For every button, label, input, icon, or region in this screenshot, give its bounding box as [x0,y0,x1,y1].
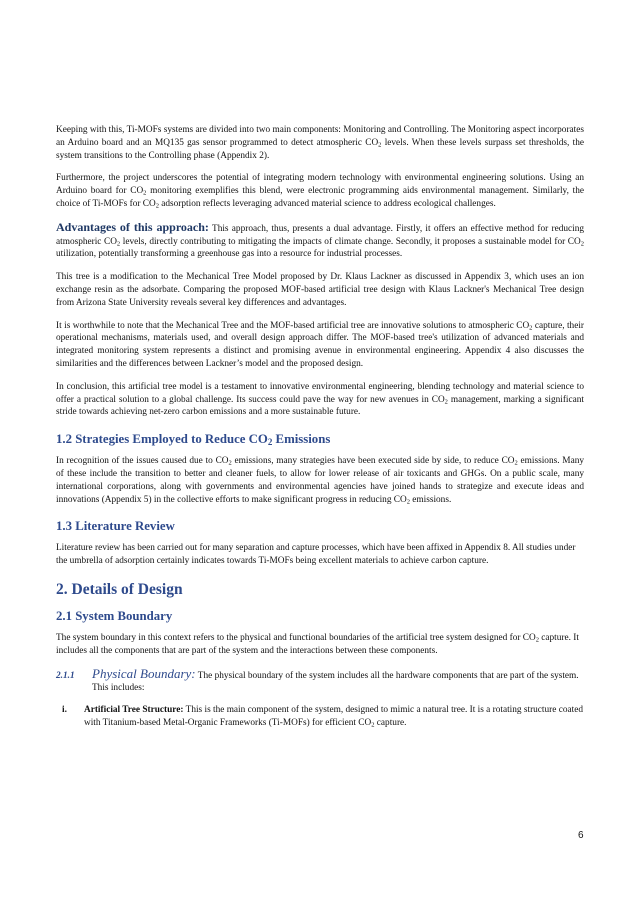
subsection-number: 2.1.1 [56,670,75,681]
paragraph-literature: Literature review has been carried out for many separation and capture processes, which have been affixed in Appendix 8. All studies under the umbrella of adsorption certainly indicates towards Ti-MOFs being excellent materials to achieve carbon capture. [56,543,576,567]
paragraph-conclusion: In conclusion, this artificial tree model is a testament to innovative environmental engineering, blending technology and material science to offer a practical solution to a global challenge. Its success could pave the way for new avenues in $CO_2$ management, marking a significant stride towards achieving net-zero carbon emissions and a more sustainable future. [56,381,584,418]
paragraph-system-boundary: The system boundary in this context refers to the physical and functional boundaries of the artificial tree system designed for $CO_2$ capture. It includes all the components that are part of the system and the interactions between these components. [56,632,579,656]
page-number: 6 [578,830,584,841]
paragraph-advantages: Advantages of this approach: This approach, thus, presents a dual advantage. Firstly, it offers an effective method for reducing atmospheric $CO_2$ levels, directly contributing to mitigating the impacts of climate change. Secondly, it proposes a sustainable model for $CO_2$ utilization, potentially transforming a greenhouse gas into a resource for industrial processes. [56,219,585,260]
document-body [56,124,584,730]
paragraph-monitoring: Keeping with this, Ti-MOFs systems are divided into two main components: Monitoring and Controlling. The Monitoring aspect incorporates an Arduino board and an MQ135 gas sensor programmed to detect atmospheric $CO_2$ levels. When these levels surpass set thresholds, the system transitions to the Controlling phase (Appendix 2). [56,125,584,161]
list-item-numeral: i. [62,705,67,716]
section-heading-1-2: 1.2 Strategies Employed to Reduce CO2 Emissions [56,432,331,448]
section-heading-2: 2. Details of Design [56,580,183,598]
subsection-text: Physical Boundary: The physical boundary of the system includes all the hardware components that are part of the system. This includes: [92,665,579,694]
section-heading-2-1: 2.1 System Boundary [56,608,173,623]
paragraph-technology: Furthermore, the project underscores the potential of integrating modern technology with environmental engineering solutions. Using an Arduino board for $CO_2$ monitoring exemplifies this blend, were electronic programming aids environmental management. Similarly, the choice of Ti-MOFs for $CO_2$ adsorption reflects leveraging advanced material science to address ecological challenges. [56,173,585,210]
physical-boundary-title: Physical Boundary [92,665,192,681]
list-item-text: Artificial Tree Structure: This is the main component of the system, designed to mimic a natural tree. It is a rotating structure coated with Titanium-based Metal-Organic Frameworks (Ti-MOFs) for efficient $CO_2$ capture. [84,705,583,729]
list-item-artificial-tree [62,704,584,730]
section-heading-1-3: 1.3 Literature Review [56,519,175,534]
paragraph-lackner: This tree is a modification to the Mechanical Tree Model proposed by Dr. Klaus Lackner as discussed in Appendix 3, which uses an ion exchange resin as the adsorbate. Comparing the proposed MOF-based artificial tree design with Klaus Lackner's Mechanical Tree design from Arizona State University reveals several key differences and advantages. [56,272,584,308]
paragraph-strategies: In recognition of the issues caused due to $CO_2$ emissions, many strategies have been executed side by side, to reduce $CO_2$ emissions. Many of these include the transition to better and cleaner fuels, to allow for lower release of air toxicants and GHGs. On a public scale, many international corporations, along with governments and environmental agencies have joined hands to strategize and execute ideas and innovations (Appendix 5) in the collective efforts to make significant progress in reducing $CO_2$ emissions. [56,456,584,506]
advantages-heading: Advantages of this approach: [56,219,209,234]
paragraph-comparison: It is worthwhile to note that the Mechanical Tree and the MOF-based artificial tree are innovative solutions to atmospheric $CO_2$ capture, their operational mechanisms, materials used, and overall design approach differ. The MOF-based tree's utilization of advanced materials and integrated monitoring system represents a distinct and promising avenue in environmental engineering. Appendix 4 also discusses the similarities and the differences between Lackner’s model and the proposed design. [56,320,584,369]
subsection-2-1-1 [56,665,584,696]
